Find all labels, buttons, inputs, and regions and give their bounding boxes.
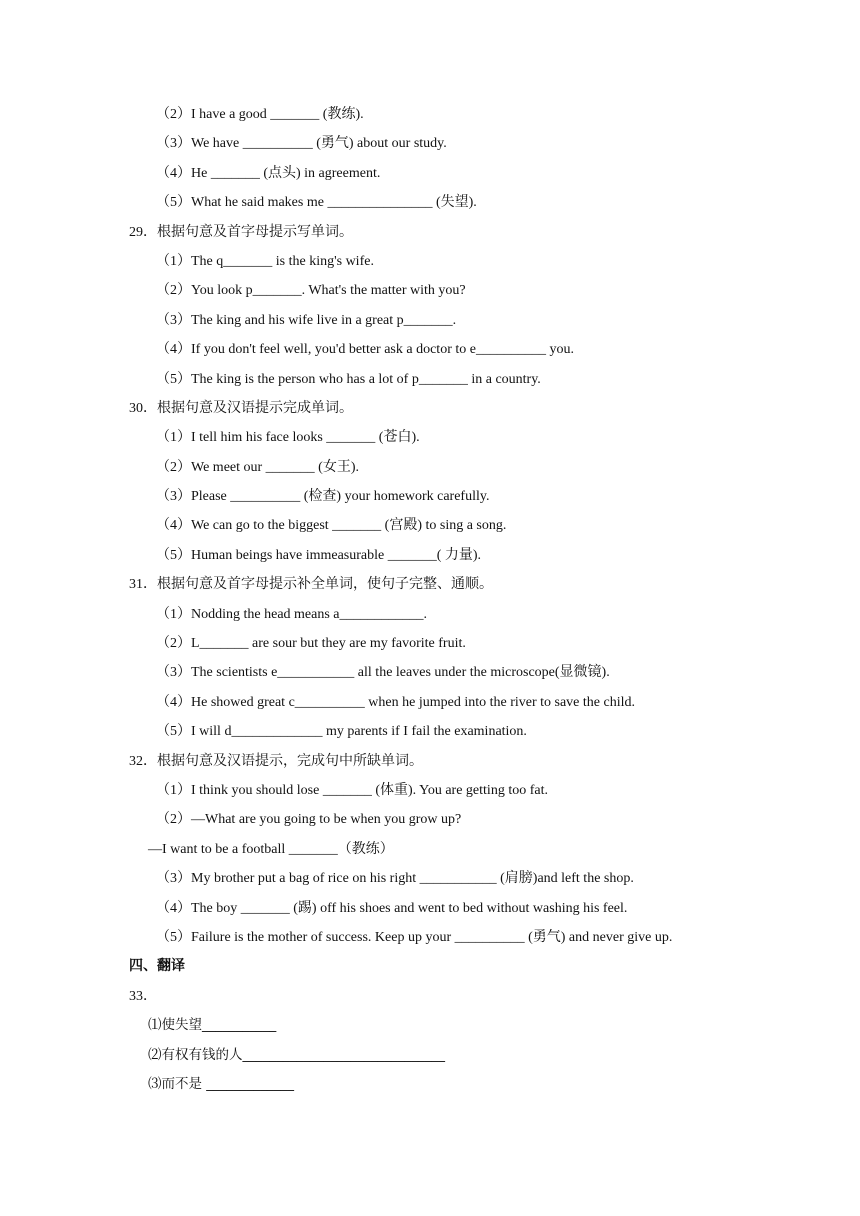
q30-item-5: （5）Human beings have immeasurable _______( 力量). xyxy=(156,547,482,563)
q29-item-1: （1）The q_______ is the king's wife. xyxy=(156,253,374,269)
q29-item-3: （3）The king and his wife live in a great p_______. xyxy=(156,312,457,328)
document-body xyxy=(0,100,860,1099)
q32-heading: 32．根据句意及汉语提示，完成句中所缺单词。 xyxy=(129,753,423,769)
q30-item-2: （2）We meet our _______ (女王). xyxy=(156,459,359,475)
q32-item-3: （3）My brother put a bag of rice on his right ___________ (肩膀)and left the shop. xyxy=(156,871,634,887)
q29-heading: 29．根据句意及首字母提示写单词。 xyxy=(129,224,353,240)
q33-item-3: ⑶而不是 _____________ xyxy=(148,1075,295,1092)
q32-item-2: （2）—What are you going to be when you grow up? xyxy=(156,812,462,828)
q33-number: 33． xyxy=(129,988,157,1004)
q31-heading: 31．根据句意及首字母提示补全单词，使句子完整、通顺。 xyxy=(129,577,493,593)
q29-item-4: （4）If you don't feel well, you'd better ask a doctor to e__________ you. xyxy=(156,342,574,358)
q31-item-4: （4）He showed great c__________ when he jumped into the river to save the child. xyxy=(156,694,635,710)
q29-item-5: （5）The king is the person who has a lot of p_______ in a country. xyxy=(156,371,541,387)
q28-item-4: （4）He _______ (点头) in agreement. xyxy=(156,165,381,181)
q30-item-1: （1）I tell him his face looks _______ (苍白). xyxy=(156,430,420,446)
q33-item-2: ⑵有权有钱的人______________________________ xyxy=(148,1046,445,1063)
q28-item-5: （5）What he said makes me _______________ (失望). xyxy=(156,195,477,211)
q31-item-3: （3）The scientists e___________ all the leaves under the microscope(显微镜). xyxy=(156,665,610,681)
q32-item-5: （5）Failure is the mother of success. Keep up your __________ (勇气) and never give up. xyxy=(156,929,673,945)
q28-item-2: （2）I have a good _______ (教练). xyxy=(156,107,364,122)
q32-item-4: （4）The boy _______ (踢) off his shoes and went to bed without washing his feel. xyxy=(156,900,628,916)
q30-item-3: （3）Please __________ (检查) your homework carefully. xyxy=(156,489,490,505)
q31-item-2: （2）L_______ are sour but they are my favorite fruit. xyxy=(156,636,466,652)
q30-item-4: （4）We can go to the biggest _______ (宫殿) to sing a song. xyxy=(156,518,507,534)
q31-item-1: （1）Nodding the head means a____________. xyxy=(156,606,428,622)
q32-item-1: （1）I think you should lose _______ (体重). You are getting too fat. xyxy=(156,782,548,798)
q32-item-2-answer-line: —I want to be a football _______（教练） xyxy=(148,841,394,857)
q33-item-1: ⑴使失望___________ xyxy=(148,1017,277,1034)
section-heading-translation: 四、翻译 xyxy=(129,958,185,975)
q29-item-2: （2）You look p_______. What's the matter with you? xyxy=(156,283,466,299)
q28-item-3: （3）We have __________ (勇气) about our study. xyxy=(156,136,447,152)
q31-item-5: （5）I will d_____________ my parents if I fail the examination. xyxy=(156,724,527,740)
q30-heading: 30．根据句意及汉语提示完成单词。 xyxy=(129,400,353,416)
